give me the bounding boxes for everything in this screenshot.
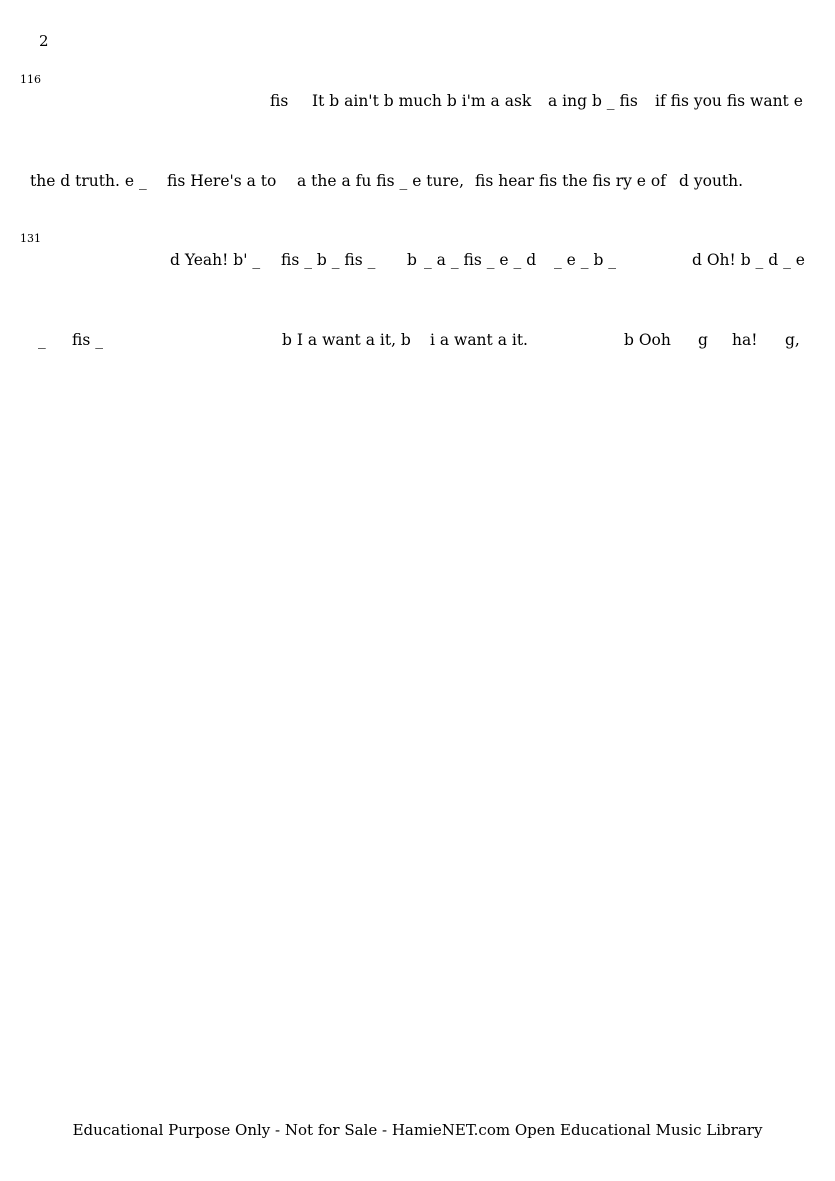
lyric-segment: ha! [732,331,758,349]
measure-number: 116 [20,73,41,86]
lyric-line [0,249,835,273]
lyric-segment: g [698,331,708,349]
lyric-segment: g, [785,331,800,349]
lyric-segment: It b ain't b much b i'm a ask [312,92,532,110]
lyric-segment: if fis you fis want e [655,92,803,110]
lyric-segment: fis hear fis the fis ry e of [475,172,666,190]
lyric-segment: a the a fu fis _ e ture, [297,172,465,190]
measure-number: 131 [20,232,41,245]
page-footer: Educational Purpose Only - Not for Sale - HamieNET.com Open Educational Music Library [72,1121,763,1139]
lyric-segment: i a want a it. [430,331,528,349]
lyric-segment: fis _ [72,331,103,349]
lyric-segment: b Ooh [624,331,671,349]
lyric-segment: b I a want a it, b [282,331,411,349]
lyric-segment: a ing b _ fis [548,92,638,110]
lyric-segment: fis [270,92,289,110]
lyric-segment: fis _ b _ fis _ [281,251,376,269]
lyric-line [0,170,835,194]
lyric-segment: d Yeah! b' _ [170,251,261,269]
lyric-segment: d Oh! b _ d _ e [692,251,805,269]
lyric-segment: fis Here's a to [167,172,277,190]
lyric-segment: the d truth. e _ [30,172,147,190]
page-number: 2 [39,32,49,50]
lyric-segment: _ e _ b _ [554,251,617,269]
lyric-segment: _ [38,331,46,349]
lyric-segment: d youth. [679,172,744,190]
lyric-line [0,90,835,114]
lyric-segment: b [407,251,417,269]
lyric-segment: _ a _ fis _ e _ d [424,251,537,269]
lyric-line [0,329,835,353]
